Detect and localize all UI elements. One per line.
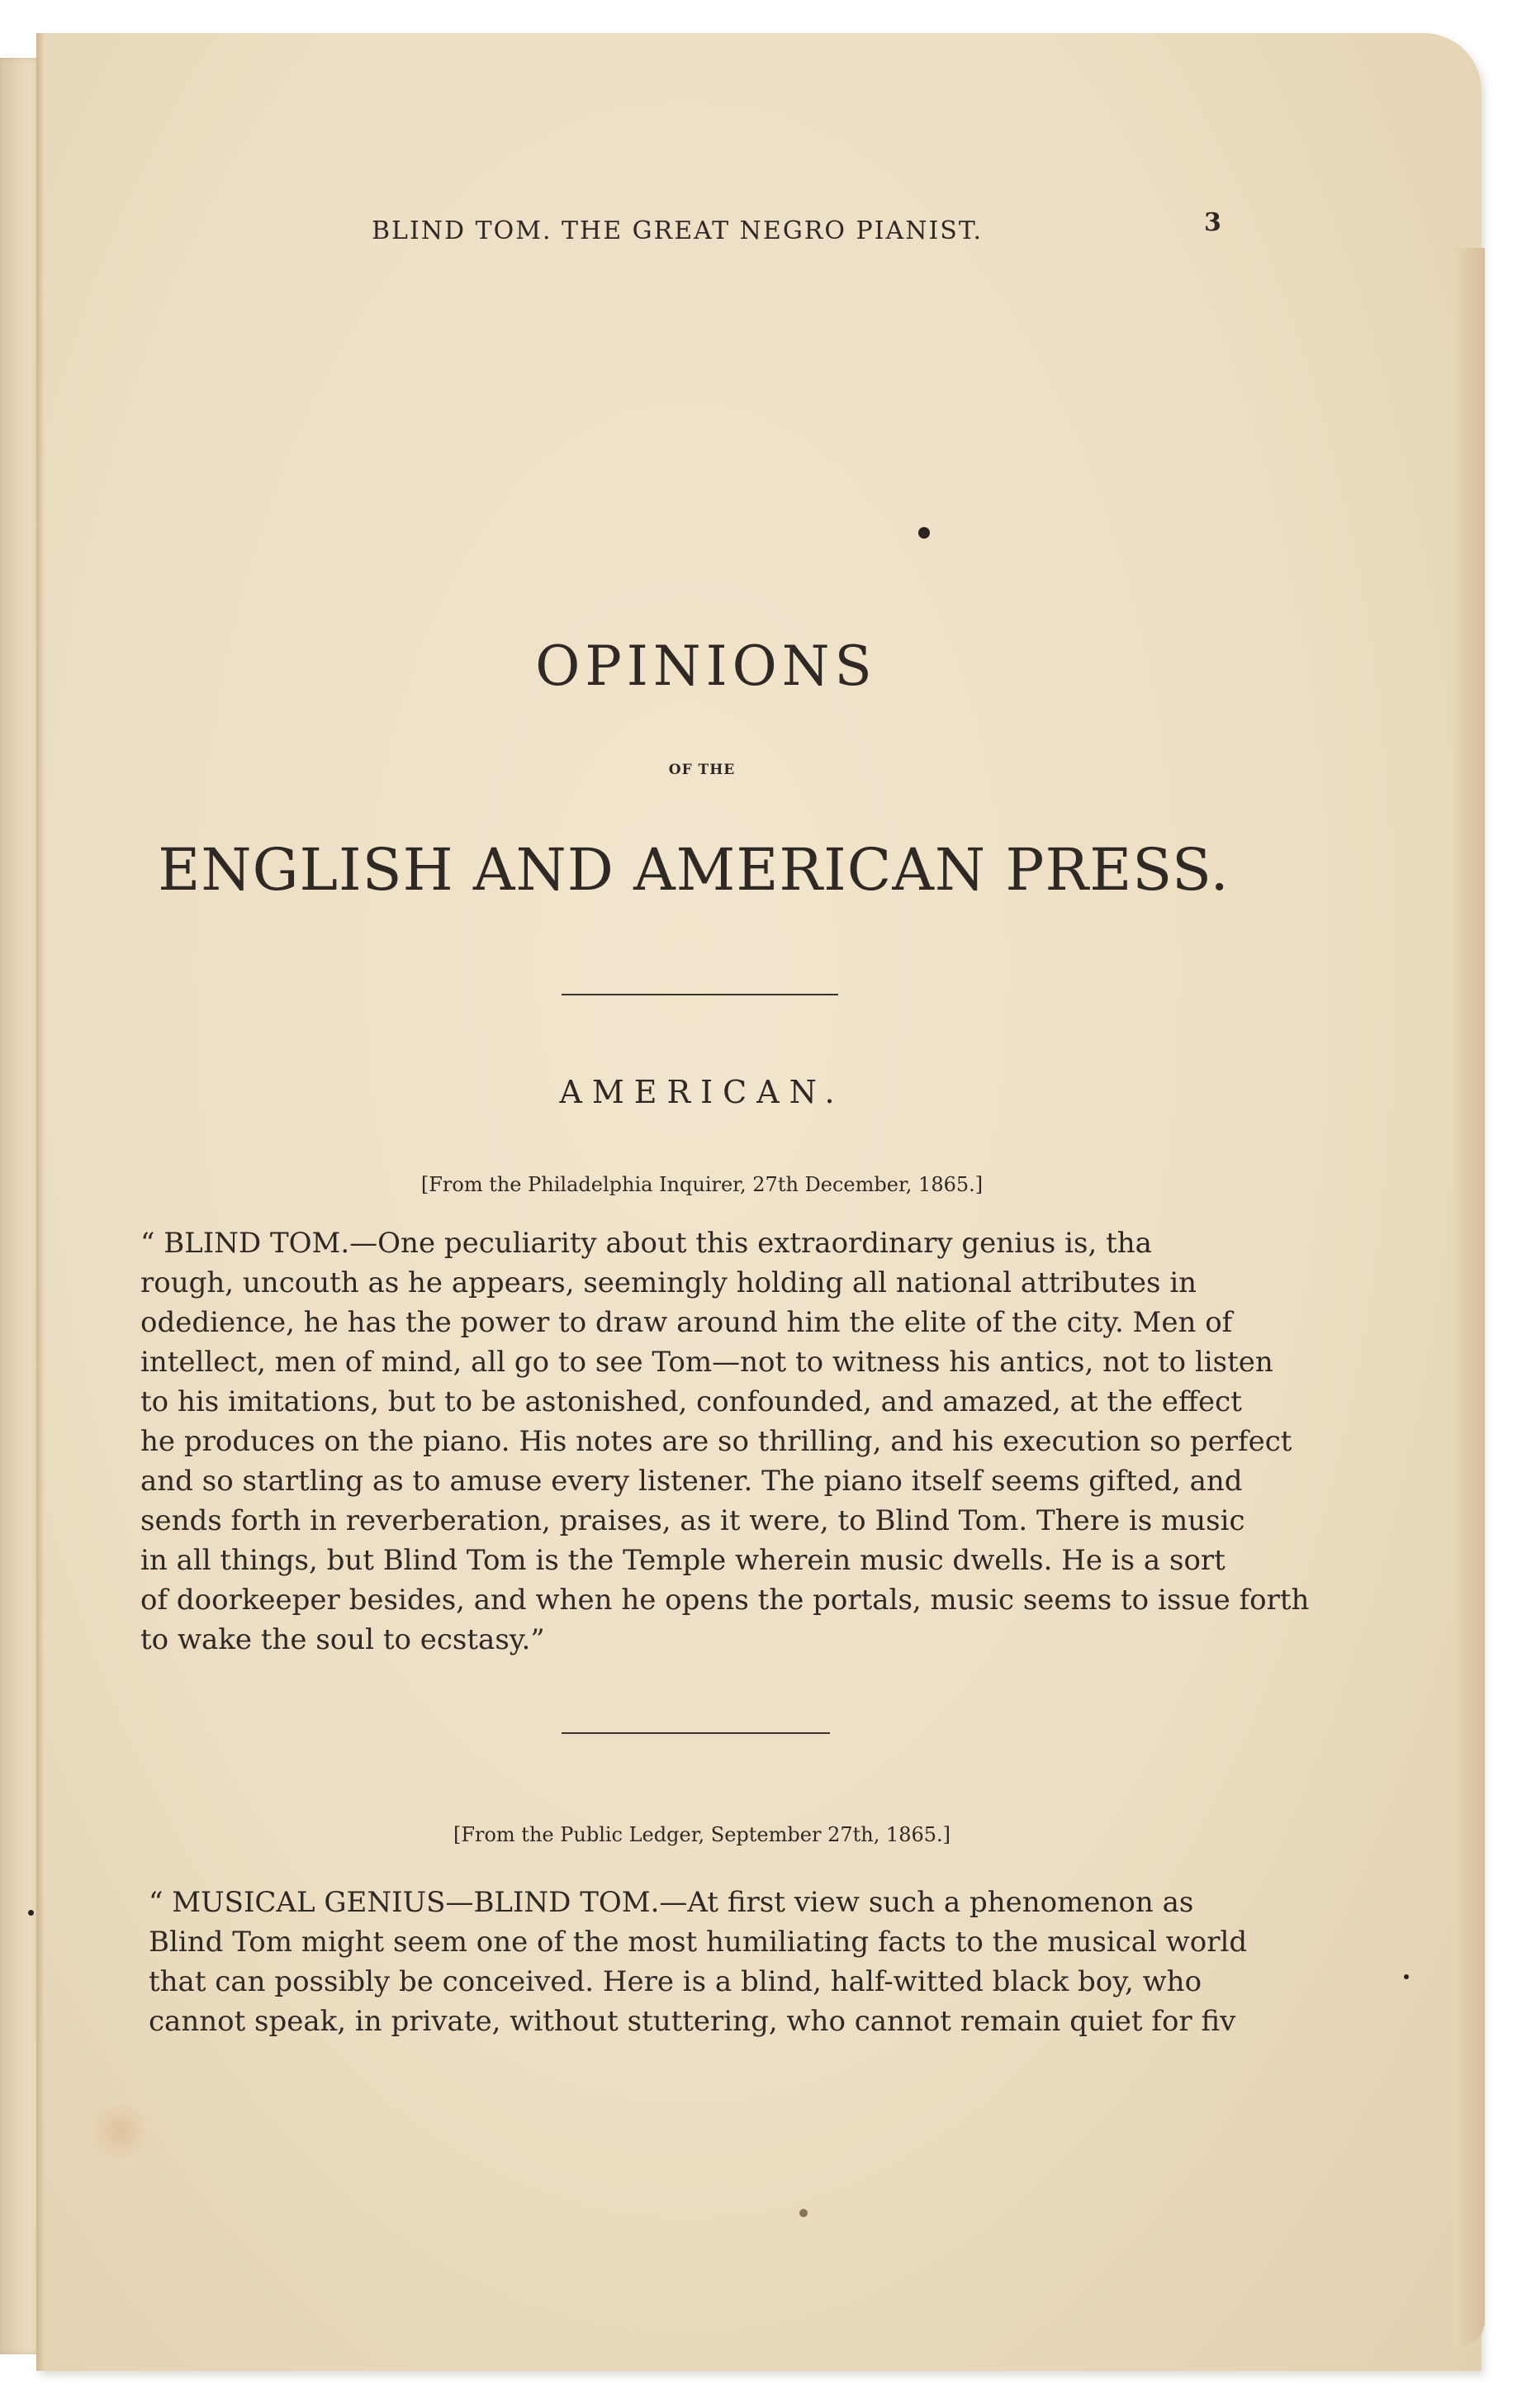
section-heading: AMERICAN. xyxy=(559,1074,845,1110)
text-line: to his imitations, but to be astonished, confounded, and amazed, at the effect xyxy=(140,1385,1242,1418)
text-line: “ BLIND TOM.—One peculiarity about this extraordinary genius is, tha xyxy=(140,1227,1152,1260)
text-line: he produces on the piano. His notes are so thrilling, and his execution so perfect xyxy=(140,1425,1292,1458)
page-stack-edge xyxy=(1453,248,1485,2346)
title-connector: OF THE xyxy=(668,762,736,778)
extract-source: [From the Philadelphia Inquirer, 27th December, 1865.] xyxy=(420,1173,984,1196)
binding-shadow xyxy=(36,33,45,2371)
page-title: OPINIONS xyxy=(535,634,877,698)
divider-rule xyxy=(562,994,838,995)
text-line: Blind Tom might seem one of the most humiliating facts to the musical world xyxy=(149,1926,1248,1959)
text-line: cannot speak, in private, without stuttering, who cannot remain quiet for fiv xyxy=(149,2005,1236,2038)
text-line: of doorkeeper besides, and when he opens the portals, music seems to issue forth xyxy=(140,1584,1310,1617)
page-subtitle: ENGLISH AND AMERICAN PRESS. xyxy=(158,836,1230,904)
text-line: rough, uncouth as he appears, seemingly holding all national attributes in xyxy=(140,1266,1197,1299)
ink-speck xyxy=(799,2209,808,2217)
extract-paragraph xyxy=(140,1223,1310,1660)
paper-stain xyxy=(87,2102,153,2160)
running-head: BLIND TOM. THE GREAT NEGRO PIANIST. xyxy=(371,216,983,245)
text-line: to wake the soul to ecstasy.” xyxy=(140,1623,545,1656)
text-line: sends forth in reverberation, praises, as it were, to Blind Tom. There is music xyxy=(140,1504,1245,1537)
text-line: in all things, but Blind Tom is the Temple wherein music dwells. He is a sort xyxy=(140,1544,1225,1577)
text-line: intellect, men of mind, all go to see Tom—not to witness his antics, not to listen xyxy=(140,1346,1273,1379)
text-line: “ MUSICAL GENIUS—BLIND TOM.—At first view such a phenomenon as xyxy=(149,1886,1194,1919)
extract-paragraph xyxy=(149,1883,1263,2041)
ink-speck xyxy=(28,1910,34,1916)
text-line: odedience, he has the power to draw around him the elite of the city. Men of xyxy=(140,1306,1233,1339)
extract-source: [From the Public Ledger, September 27th, 1865.] xyxy=(453,1823,951,1846)
text-line: that can possibly be conceived. Here is a blind, half-witted black boy, who xyxy=(149,1965,1202,1998)
divider-rule xyxy=(562,1732,830,1734)
ink-speck xyxy=(918,527,930,539)
page-number: 3 xyxy=(1204,208,1221,237)
ink-speck xyxy=(1404,1974,1409,1979)
text-line: and so startling as to amuse every listener. The piano itself seems gifted, and xyxy=(140,1465,1243,1498)
